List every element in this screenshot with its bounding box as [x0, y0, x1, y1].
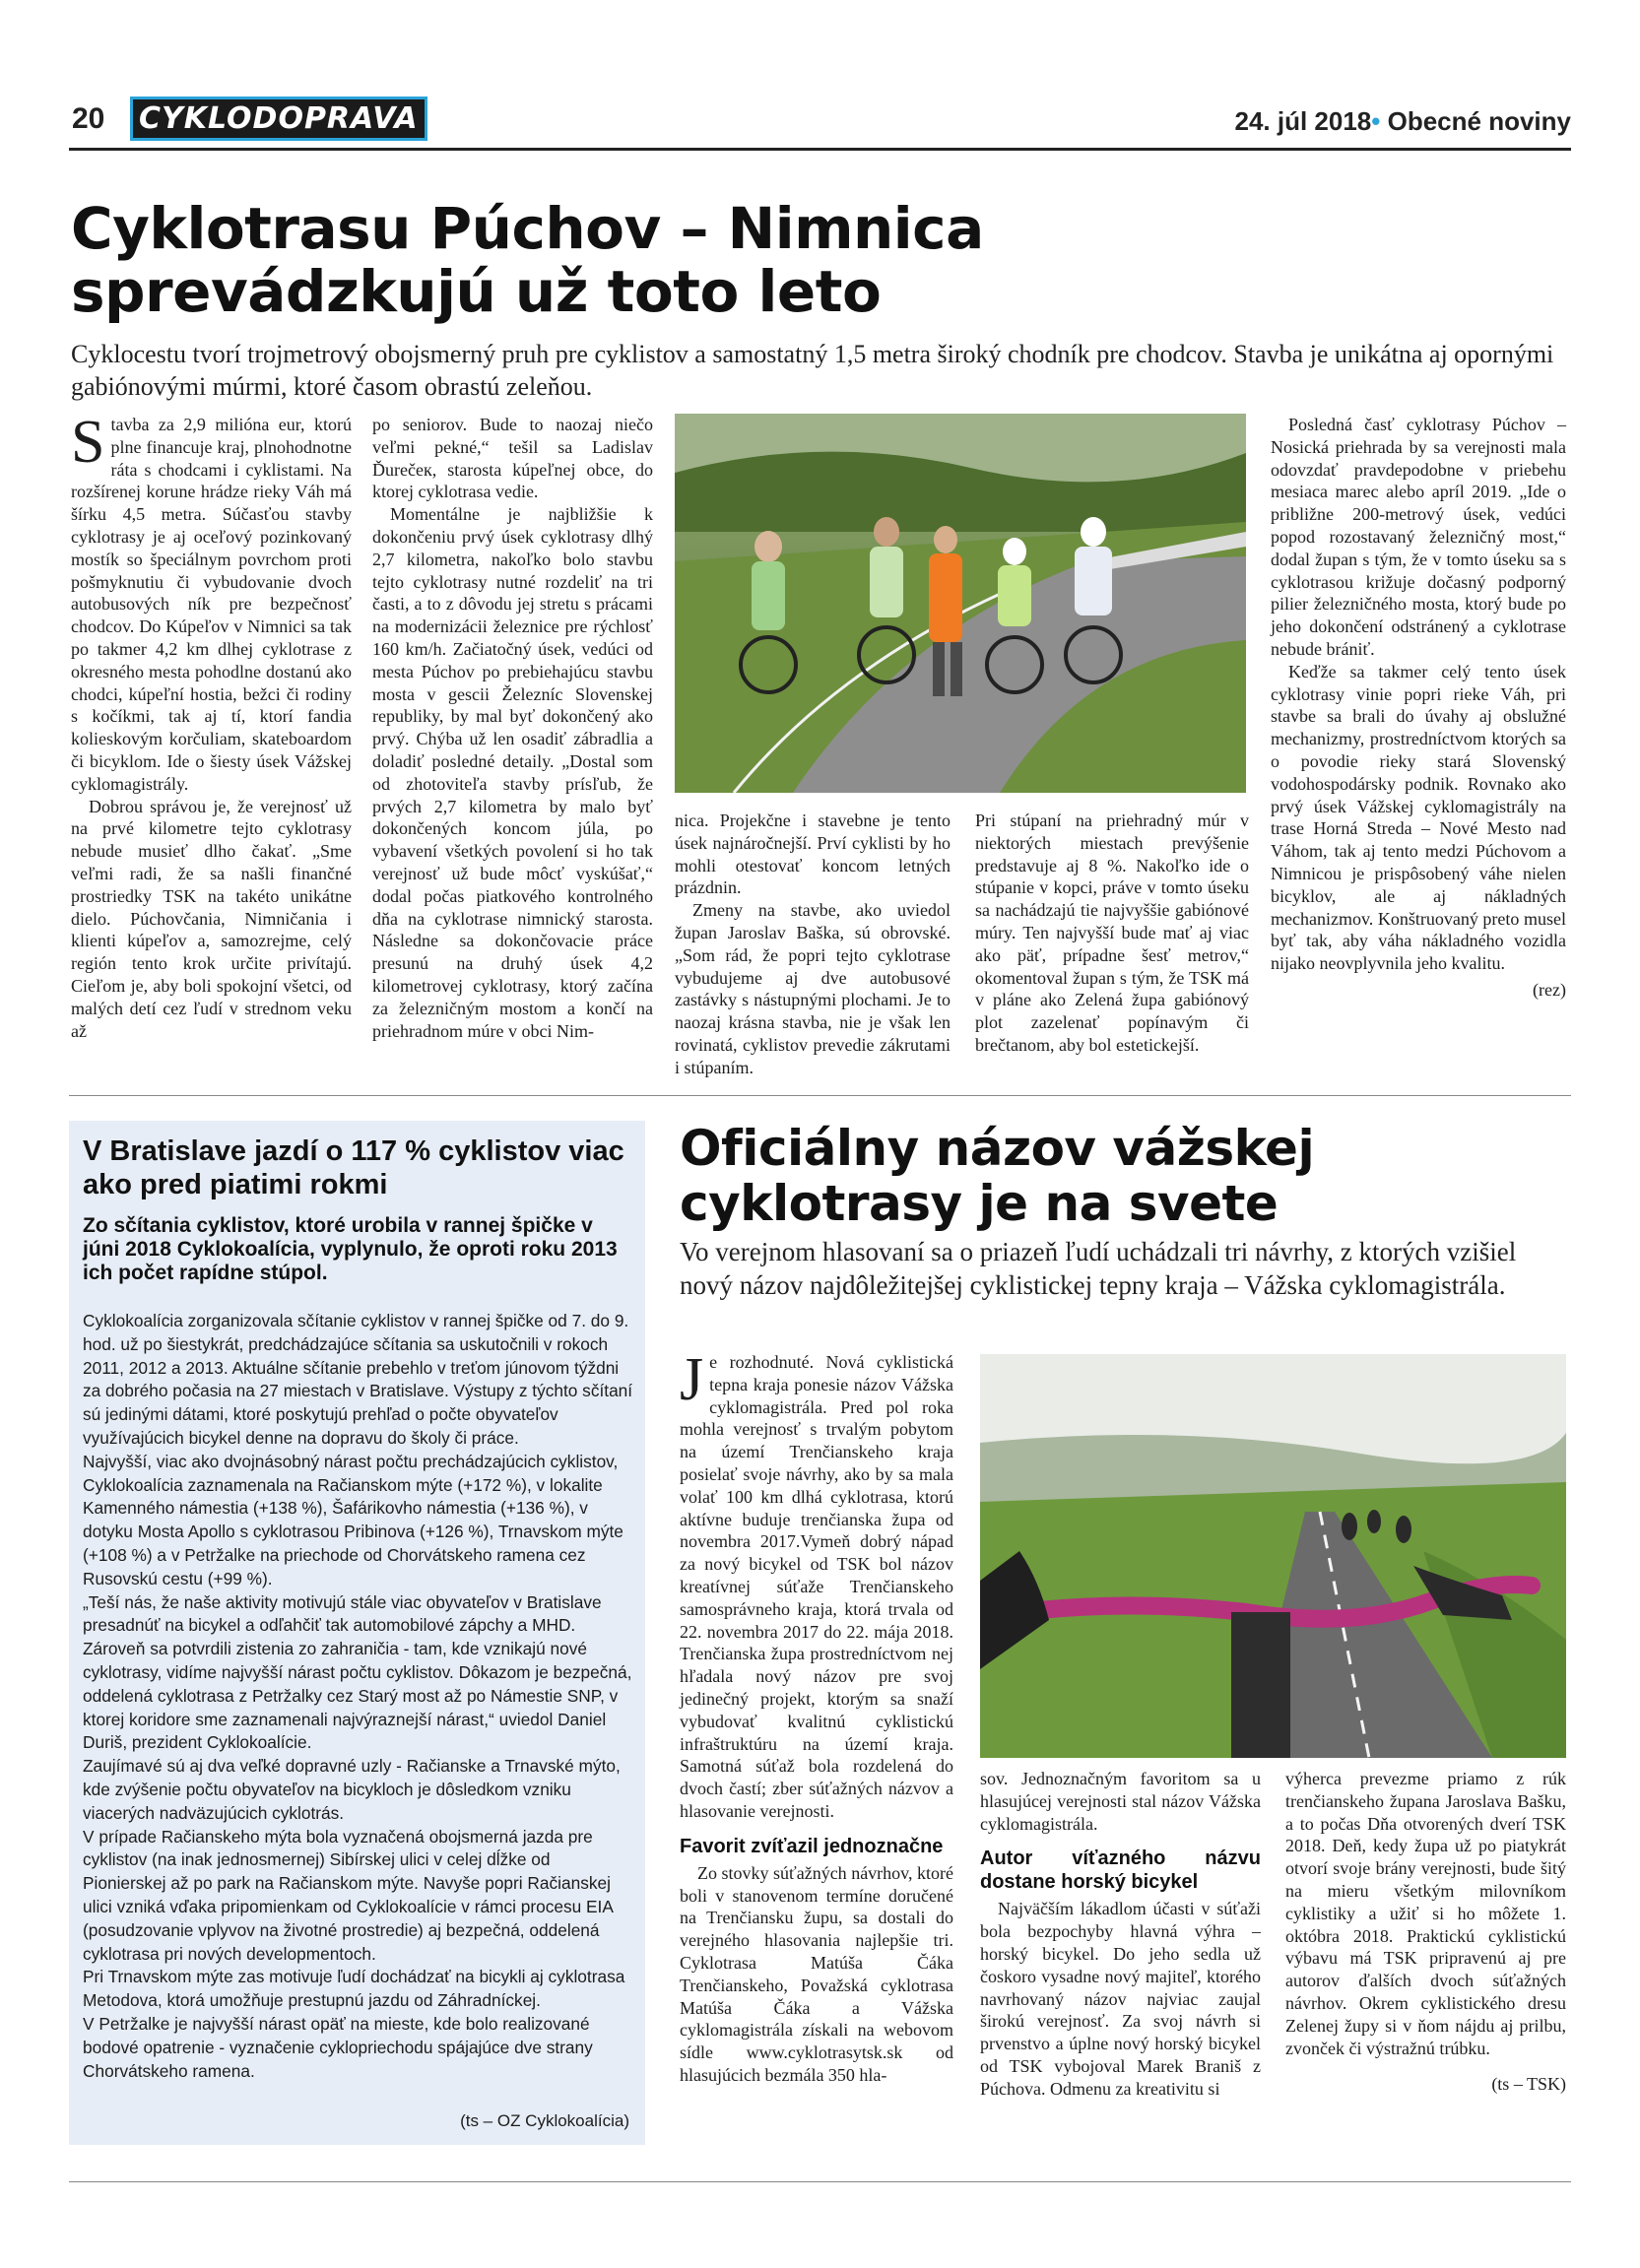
sidebar-body: [83, 1310, 634, 2083]
issue-date: 24. júl 2018: [1234, 106, 1372, 136]
sidebar-paragraph-5: V prípade Račianskeho mýta bola vyznačená obojsmerná jazda pre cyklistov (na inak jednosmernej) Sibírskej ulici v celej dĺžke od Pionierskej až po park na Račianskom mýte. Navyše popri Račianskej ulici vzniká vďaka pripomienkam od Cyklokoalície v rámci procesu EIA (posudzovanie vplyvov na životné prostredie) aj bezpečná, oddelená cyklotrasa pri nových developmentoch.: [83, 1826, 613, 1964]
article1-headline: [71, 197, 1253, 323]
article2-headline-line1: Oficiálny názov vážskej: [680, 1120, 1315, 1177]
handlebar-photo: [980, 1354, 1566, 1758]
article2-column-2: [980, 1768, 1261, 2101]
sidebar-paragraph-3: „Teší nás, že naše aktivity motivujú stále viac obyvateľov v Bratislave presadnúť na bicykel a odľahčiť tak automobilové zápchy a MHD. Zároveň sa potvrdili zistenia zo zahraničia - tam, kde vznikajú nové cyklotrasy, vidíme najvyšší nárast počtu cyklistov. Dôkazom je bezpečná, oddelená cyklotrasa z Petržalky cez Starý most až po Námestie SNP, v ktorej koridore sme zaznamenali najvýraznejší nárast,“ uviedol Daniel Duriš, prezident Cyklokoalície.: [83, 1591, 632, 1753]
article2-col1-text-b: Zo stovky súťažných návrhov, ktoré boli v stanovenom termíne doručené na Trenčiansku župu, sa dostali do verejného hlasovania najlepšie tri. Cyklotrasa Matúša Čáka Trenčianskeho, Považská cyklotrasa Matúša Čáka a Vážska cyklomagistrála získali na webovom sídle www.cyklotrasytsk.sk od hlasujúcich bezmála 350 hla-: [680, 1862, 953, 2085]
article1-col1-text-b: Dobrou správou je, že verejnosť už na prvé kilometre tejto cyklotrasy nebude musieť dlho čakať. „Sme veľmi radi, že sa našli finančné prostriedky TSK na takéto unikátne dielo. Púchovčania, Nimničania i klienti kúpeľov a, samozrejme, celý región tento krok určite privítajú. Cieľom je, aby boli spokojní všetci, od malých detí cez ľudí v strednom veku až: [71, 796, 352, 1041]
article1-col5-text-b: Keďže sa takmer celý tento úsek cyklotrasy vinie popri rieke Váh, pri stavbe sa brali do úvahy aj obslužné mechanizmy, prostredníctvom ktorých sa o povodie rieky stará Slovenský vodohospodársky podnik. Rovnako ako prvý úsek Vážskej cyklomagistrály na trase Horná Streda – Nové Mesto nad Váhom, tak aj tento medzi Púchovom a Nimnicou je prispôsobený váhe nielen bicyklov, ale aj nákladných mechanizmov. Konštruovaný preto musel byť tak, aby váha nákladného vozidla nijako neovplyvnila jeho kvalitu.: [1271, 661, 1566, 974]
article1-column-5: [1271, 414, 1566, 1002]
sidebar-paragraph-7: V Petržalke je najvyšší nárast opäť na mieste, kde bolo realizované bodové opatrenie - vyznačenie cyklopriechodu spájajúce dve strany Chorvátskeho ramena.: [83, 2013, 593, 2081]
article1-column-2: [372, 414, 653, 1042]
article1-column-1: [71, 409, 352, 1042]
article1-col3-text: nica. Projekčne i stavebne je tento úsek najnáročnejší. Prví cyklisti by ho mohli otestovať koncom letných prázdnin.: [675, 810, 951, 898]
article1-column-4: [975, 810, 1249, 1057]
header-rule: [69, 148, 1571, 151]
sidebar-paragraph-2: Najvyšší, viac ako dvojnásobný nárast počtu prechádzajúcich cyklistov, Cyklokoalícia zaznamenala na Račianskom mýte (+172 %), v lokalite Kamenného námestia (+138 %), Šafárikovho námestia (+136 %), v dotyku Mosta Apollo s cyklotrasou Pribinova (+126 %), Trnavskom mýte (+108 %) a v Petržalke na priechode od Chorvátskeho ramena cez Rusovskú cestu (+99 %).: [83, 1451, 623, 1588]
section-divider: [69, 1095, 1571, 1096]
bullet-separator: •: [1371, 106, 1381, 136]
page-number: 20: [72, 102, 105, 135]
sidebar-signature: (ts – OZ Cyklokoalícia): [460, 2111, 629, 2130]
article2-subhead-1: Favorit zvíťazil jednoznačne: [680, 1835, 944, 1857]
article1-col5-text: Posledná časť cyklotrasy Púchov – Nosická priehrada by sa verejnosti mala odovzdať pravdepodobne v priebehu mesiaca marec alebo apríl 2019. „Ide o približne 200-metrový úsek, vedúci popod rozostavaný železničný most,“ dodal župan s tým, že v tomto úseku sa s cyklotrasou križuje dočasný podporný pilier železničného mosta, ktorý bude po jeho dokončení odstránený a cyklotrase nebude brániť.: [1271, 415, 1566, 659]
article1-col3-text-b: Zmeny na stavbe, ako uviedol župan Jaroslav Baška, sú obrovské. „Som rád, že popri tejto cyklotrase vybudujeme aj dve autobusové zastávky s nástupnými plochami. Je to naozaj krásna stavba, nie je však len rovinatá, cyklistov prevedie zákrutami i stúpaním.: [675, 900, 951, 1077]
article2-lead: Vo verejnom hlasovaní sa o priazeň ľudí uchádzali tri návrhy, z ktorých vzišiel nový názov najdôležitejšej cyklistickej tepny kraja – Vážska cyklomagistrála.: [680, 1237, 1517, 1300]
article1-col2-text-a: po seniorov. Bude to naozaj niečo veľmi pekné,“ tešil sa Ladislav Ďurečeк, starosta kúpeľnej obce, do ktorej cyklotrasa vedie.: [372, 415, 653, 502]
section-label: CYKLODOPRAVA: [130, 97, 427, 141]
article2-signature: (ts – TSK): [1491, 2074, 1566, 2095]
article2-col2-text-b: Najväčším lákadlom účasti v súťaži bola bezpochyby hlavná výhra – horský bicykel. Do jeho sedla už čoskoro vysadne nový majiteľ, ktorého navrhovaný názov najviac zaujal širokú verejnosť. Za svoj návrh si prvenstvo a úplne nový horský bicykel od TSK vybojoval Marek Braniš z Púchova. Odmenu za kreativitu si: [980, 1899, 1261, 2099]
article1-col2-text-b: Momentálne je najbližšie k dokončeniu prvý úsek cyklotrasy dlhý 2,7 kilometra, nakoľko bolo stavbu tejto cyklotrasy nutné rozdeliť na tri časti, a to z dôvodu jej stretu s prácami na modernizácii železnice pre rýchlosť 160 km/h. Začiatočný úsek, vedúci od mesta Púchov po prebiehajúcu stavbu mosta v gescii Železníc Slovenskej republiky, by mal byť dokončený ako prvý. Chýba už len osadiť zábradlia a doladiť posledné detaily. „Dostal som od zhotoviteľa stavby prísľub, že prvých 2,7 kilometra by malo byť dokončených koncom júla, po vybavení všetkých povolení si ho tak verejnosť už bude môcť vyskúšať,“ dodal počas piatkového kontrolného dňa na cyklotrase nimnický starosta. Následne sa dokončovacie práce presunú na druhý úsek 4,2 kilometrovej cyklotrasy, ktorý začína za železničným mostom a končí na priehradnom múre v obci Nim-: [372, 504, 653, 1041]
article1-col4-text: Pri stúpaní na priehradný múr v niektorých miestach prevýšenie predstavuje aj 8 %. Nakoľko ide o stúpanie v kopci, práve v tomto úseku sa nachádzajú tie najvyššie gabiónové múry. Ten najvyšší bude mať aj viac ako päť, prípadne šesť metrov,“ okomentoval župan s tým, že TSK má v pláne ako Zelená župa gabiónový plot zazelenať popínavým či brečtanom, aby bol estetickejší.: [975, 810, 1249, 1055]
article2-column-1: [680, 1346, 953, 2087]
issue-info: [1235, 106, 1572, 137]
article2-column-3: [1285, 1768, 1566, 2096]
sidebar-paragraph-1: Cyklokoalícia zorganizovala sčítanie cyklistov v rannej špičke od 7. do 9. hod. už po šiestykrát, predchádzajúce sčítania sa uskutočnili v rokoch 2011, 2012 a 2013. Aktuálne sčítanie prebehlo v treťom júnovom týždni za dobrého počasia na 27 miestach v Bratislave. Výstupy z týchto sčítaní sú jedinými dátami, ktoré poskytujú prehľad o počte obyvateľov využívajúcich bicykel denne na dopravu do školy či práce.: [83, 1311, 633, 1448]
bratislava-sidebar-box: [69, 1121, 645, 2145]
article2-headline-line2: cyklotrasy je na svete: [680, 1175, 1279, 1232]
article2-col3-text: výherca prevezme priamo z rúk trenčianskeho župana Jaroslava Bašku, a to počas Dňa otvorených dverí TSK 2018. Deň, kedy župa už po piatykrát otvorí svoje brány verejnosti, bude šitý na mieru všetkým milovníkom cyklistiky a užiť si ho môžete 1. októbra 2018. Praktickú cyklistickú výbavu má TSK pripravenú aj pre autorov ďalších dvoch súťažných návrhov. Okrem cyklistického dresu Zelenej župy si v ňom nájdu aj prilbu, zvonček či výstražnú trúbku.: [1285, 1769, 1566, 2058]
article2-col1-text: e rozhodnuté. Nová cyklistická tepna kraja ponesie názov Vážska cyklomagistrála. Pred pol roka mohla verejnosť s trvalým pobytom na území Trenčianskeho kraja posielať svoje návrhy, ako by sa mala volať 100 km dlhá cyklotrasa, ktorú aktívne buduje trenčianska župa od novembra 2017.Vymeň dobrý nápad za nový bicykel od TSK bol názov kreatívnej súťaže Trenčianskeho samosprávneho kraja, ktorá trvala od 22. novembra 2017 do 22. mája 2018. Trenčianska župa prostredníctvom nej hľadala nový názov pre svoj jedinečný projekt, ktorým sa snaží vybudovať kvalitnú cyklistickú infraštruktúru na území kraja. Samotná súťaž bola rozdelená do dvoch častí; zber súťažných názvov a hlasovanie verejnosti.: [680, 1352, 953, 1821]
article1-dropcap: S: [71, 409, 105, 476]
publication-name: Obecné noviny: [1387, 106, 1571, 136]
article1-headline-line2: sprevádzkujú už toto leto: [71, 258, 882, 325]
article1-lead: Cyklocestu tvorí trojmetrový obojsmerný pruh pre cyklistov a samostatný 1,5 metra široký chodník pre chodcov. Stavba je unikátna aj opornými gabiónovými múrmi, ktoré časom obrastú zeleňou.: [71, 340, 1554, 401]
footer-rule: [69, 2181, 1571, 2182]
sidebar-paragraph-4: Zaujímavé sú aj dva veľké dopravné uzly - Račianske a Trnavské mýto, kde zvýšenie počtu obyvateľov na bicykloch je dôsledkom vzniku viacerých nadväzujúcich cyklotrás.: [83, 1756, 621, 1823]
article2-dropcap: J: [680, 1346, 704, 1413]
article2-headline: [680, 1121, 1566, 1231]
article2-col2-text: sov. Jednoznačným favoritom sa u hlasujúcej verejnosti stal názov Vážska cyklomagistrála.: [980, 1769, 1261, 1834]
cyclists-photo: [675, 414, 1246, 793]
article1-column-3: [675, 810, 951, 1079]
sidebar-headline: V Bratislave jazdí o 117 % cyklistov viac ako pred piatimi rokmi: [83, 1135, 624, 1200]
article1-headline-line1: Cyklotrasu Púchov – Nimnica: [71, 195, 984, 262]
article2-subhead-2: Autor víťazného názvu dostane horský bicykel: [980, 1847, 1261, 1894]
sidebar-subheadline: Zo sčítania cyklistov, ktoré urobila v rannej špičke v júni 2018 Cyklokoalícia, vyplynulo, že oproti roku 2013 ich počet rapídne stúpol.: [83, 1214, 618, 1284]
sidebar-paragraph-6: Pri Trnavskom mýte zas motivuje ľudí dochádzať na bicykli aj cyklotrasa Metodova, ktorá umožňuje prestupnú jazdu od Záhradníckej.: [83, 1967, 625, 2011]
article1-col1-text: tavba za 2,9 milióna eur, ktorú plne financuje kraj, plnohodnotne ráta s chodcami i cyklistami. Na rozšírenej korune hrádze rieky Váh má šírku 4,5 metra. Súčasťou stavby cyklotrasy je aj oceľový pozinkovaný mostík so špeciálnym povrchom proti pošmyknutiu či vybudovanie dvoch autobusových ník pre bezpečnosť chodcov. Do Kúpeľov v Nimnici sa tak po takmer 4,2 km dlhej cyklotrase z okresného mesta pohodlne dostanú ako chodci, kúpeľní hostia, bežci či rodiny s kočíkmi, tak aj tí, ktorí fandia kolieskovým korčuliam, skateboardom či bicyklom. Ide o šiesty úsek Vážskej cyklomagistrály.: [71, 415, 352, 794]
article1-signature: (rez): [1533, 979, 1566, 1000]
